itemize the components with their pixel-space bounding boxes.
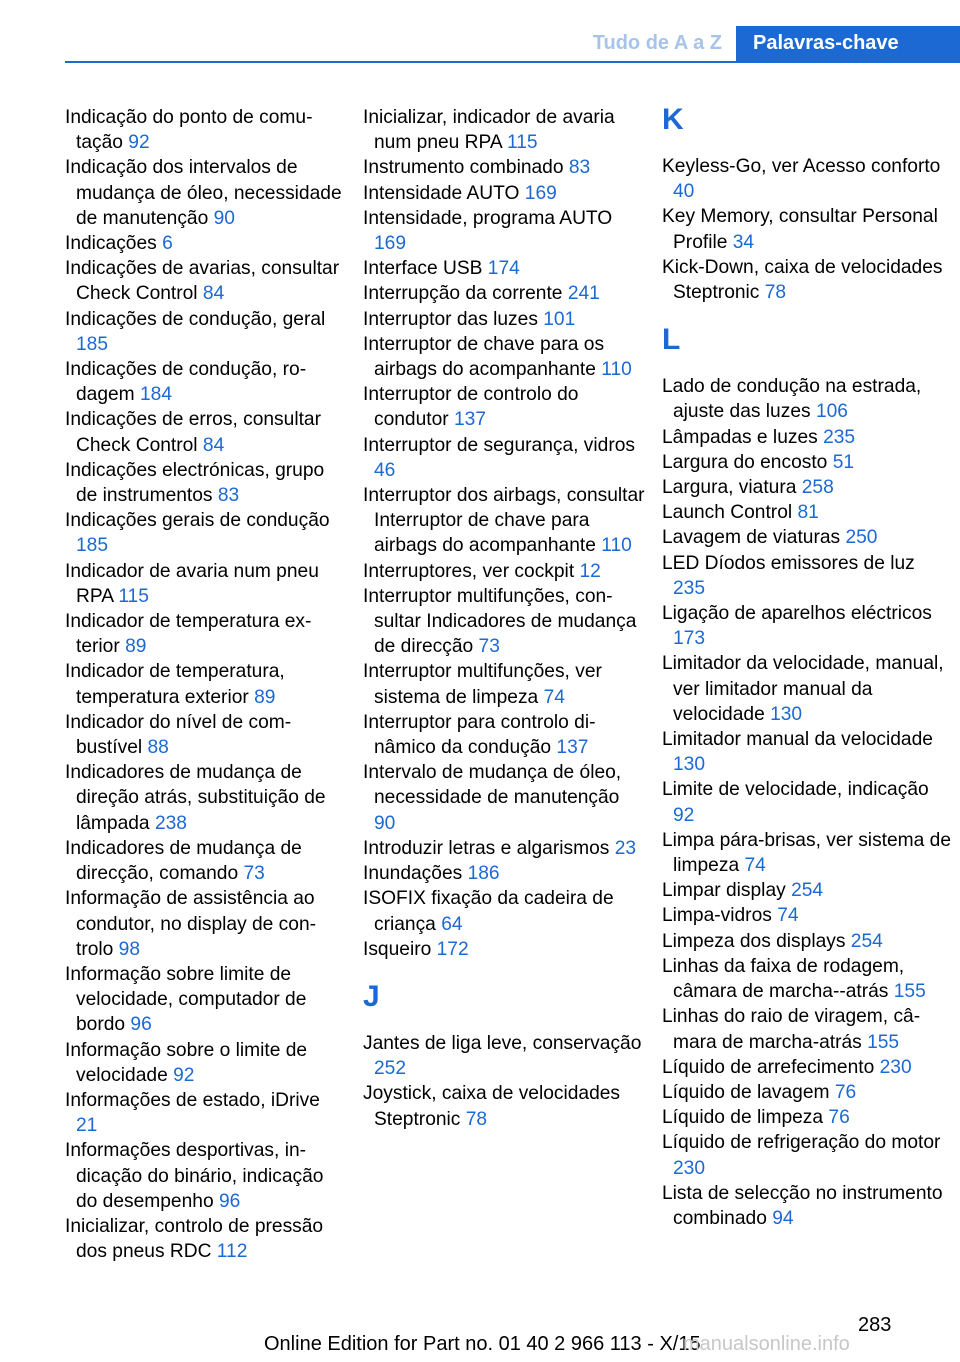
- page-reference-link[interactable]: 110: [601, 535, 632, 557]
- index-column-3: [662, 105, 952, 1231]
- page-reference-link[interactable]: 34: [732, 231, 755, 253]
- page-reference-link[interactable]: 112: [216, 1241, 248, 1263]
- index-entry-text: Largura do encosto: [662, 451, 828, 473]
- page-reference-link[interactable]: 235: [673, 577, 706, 599]
- index-entry: [662, 204, 952, 254]
- page-reference-link[interactable]: 169: [524, 182, 557, 204]
- page-reference-link[interactable]: 101: [543, 308, 576, 330]
- index-entry: [65, 1038, 345, 1088]
- page-reference-link[interactable]: 84: [202, 283, 225, 305]
- page-reference-link[interactable]: 98: [118, 938, 141, 960]
- section-letter: K: [662, 103, 684, 136]
- page-reference-link[interactable]: 74: [744, 855, 766, 877]
- index-entry: [65, 886, 345, 962]
- index-entry: [662, 1130, 952, 1180]
- index-entry-text: Indicador do nível de combustível: [65, 711, 292, 759]
- index-entry-text: Lavagem de viaturas: [662, 527, 841, 549]
- index-entry: [662, 500, 952, 525]
- index-entry: [363, 256, 645, 281]
- index-entry-text: Interruptor dos airbags, consultar Interruptor de chave para airbags do acompanhante: [363, 485, 645, 557]
- index-entry: [65, 609, 345, 659]
- index-entry: [662, 551, 952, 601]
- page-reference-link[interactable]: 130: [770, 703, 803, 725]
- index-entry: [662, 1055, 952, 1080]
- index-entry-text: LED Díodos emissores de luz: [662, 552, 915, 574]
- index-entry-text: Líquido de lavagem: [662, 1081, 830, 1103]
- index-entry: [662, 601, 952, 651]
- index-entry-text: Indicador de temperatura exterior: [65, 611, 312, 658]
- index-entry-text: Instrumento combinado: [363, 157, 564, 179]
- index-entry-text: Líquido de arrefecimento: [662, 1056, 875, 1078]
- index-entry-text: Interruptor de controlo do condutor: [363, 384, 579, 431]
- index-entry-text: Interruptor das luzes: [363, 308, 538, 330]
- index-entry: [662, 903, 952, 928]
- index-entry: [363, 1031, 645, 1081]
- index-entry: [363, 307, 645, 332]
- page-reference-link[interactable]: 94: [772, 1207, 794, 1229]
- page-reference-link[interactable]: 51: [832, 451, 855, 473]
- page-reference-link[interactable]: 88: [147, 737, 169, 759]
- page-reference-link[interactable]: 78: [764, 282, 787, 304]
- page-reference-link[interactable]: 169: [374, 233, 407, 255]
- page-reference-link[interactable]: 254: [791, 880, 824, 902]
- index-entry: [65, 256, 345, 306]
- index-entry: [363, 483, 645, 559]
- index-entry-text: Jantes de liga leve, conservação: [363, 1032, 642, 1054]
- index-entry-text: Joystick, caixa de velocidades Steptronic: [363, 1083, 621, 1130]
- index-entry: [662, 450, 952, 475]
- index-entry: [65, 508, 345, 558]
- index-entry-text: Lâmpadas e luzes: [662, 426, 818, 448]
- index-entry-text: Launch Control: [662, 502, 793, 524]
- index-entry-text: Limpeza dos displays: [662, 930, 846, 952]
- section-tab[interactable]: Tudo de A a Z: [592, 32, 722, 54]
- index-entry-text: Indicações de erros, consultar Check Control: [65, 409, 321, 456]
- index-entry: [662, 828, 952, 878]
- index-entry-text: Linhas da faixa de rodagem, câmara de marcha-‑atrás: [662, 955, 905, 1003]
- index-entry: [65, 836, 345, 886]
- page-reference-link[interactable]: 173: [673, 628, 706, 650]
- page-reference-link[interactable]: 40: [673, 181, 695, 203]
- index-column-1: [65, 105, 345, 1264]
- page-reference-link[interactable]: 115: [506, 132, 538, 154]
- index-entry-text: Indicação do ponto de comutação: [65, 107, 313, 154]
- index-entry-text: Lista de selecção no instrumento combinado: [662, 1182, 943, 1229]
- index-entry-text: Informações de estado, iDrive: [65, 1089, 320, 1111]
- index-entry-text: Linhas do raio de viragem, câmara de marcha-atrás: [662, 1006, 921, 1053]
- index-entry-text: Informações desportivas, indicação do binário, indicação do desempenho: [65, 1140, 324, 1212]
- page-reference-link[interactable]: 172: [436, 938, 469, 960]
- page-reference-link[interactable]: 185: [76, 333, 109, 355]
- index-entry: [65, 760, 345, 836]
- index-entry-text: Líquido de limpeza: [662, 1107, 824, 1129]
- index-entry: [363, 886, 645, 936]
- page-reference-link[interactable]: 92: [173, 1064, 195, 1086]
- index-entry: [662, 1080, 952, 1105]
- page-reference-link[interactable]: 76: [834, 1081, 857, 1103]
- index-entry-text: ISOFIX fixação da cadeira de criança: [363, 888, 614, 935]
- page-reference-link[interactable]: 137: [556, 737, 589, 759]
- index-entry-text: Interface USB: [363, 258, 483, 280]
- index-entry-text: Kick-Down, caixa de velocidades Steptronic: [662, 256, 943, 304]
- index-entry: [363, 382, 645, 432]
- index-entry-text: Interruptor de chave para os airbags do acompanhante: [363, 333, 605, 381]
- page-reference-link[interactable]: 90: [374, 812, 396, 834]
- index-entry-text: Ligação de aparelhos eléctricos: [662, 603, 932, 625]
- index-entry-text: Limite de velocidade, indicação: [662, 779, 929, 801]
- index-entry: [65, 710, 345, 760]
- index-entry: [65, 357, 345, 407]
- index-entry: [363, 937, 645, 962]
- page-reference-link[interactable]: 250: [845, 527, 878, 549]
- page-reference-link[interactable]: 12: [579, 560, 601, 582]
- index-entry: [363, 281, 645, 306]
- index-entry: [662, 651, 952, 727]
- index-entry-text: Limitador manual da velocidade: [662, 729, 933, 751]
- index-entry: [363, 760, 645, 836]
- page-reference-link[interactable]: 73: [478, 636, 500, 658]
- page-reference-link[interactable]: 74: [543, 686, 565, 708]
- page-reference-link[interactable]: 174: [487, 258, 520, 280]
- index-entry-text: Indicações de condução, geral: [65, 308, 326, 330]
- page-reference-link[interactable]: 130: [673, 754, 706, 776]
- index-entry: [65, 231, 345, 256]
- index-entry-text: Informação sobre o limite de velocidade: [65, 1039, 308, 1086]
- index-entry: [662, 255, 952, 305]
- page-reference-link[interactable]: 96: [218, 1190, 241, 1212]
- page-reference-link[interactable]: 74: [777, 905, 799, 927]
- index-entry-text: Introduzir letras e algarismos: [363, 837, 610, 859]
- page-reference-link[interactable]: 84: [202, 434, 225, 456]
- index-entry: [662, 154, 952, 204]
- page-reference-link[interactable]: 238: [154, 812, 187, 834]
- page-reference-link[interactable]: 254: [850, 930, 883, 952]
- index-entry: [662, 954, 952, 1004]
- page-reference-link[interactable]: 230: [879, 1056, 912, 1078]
- page-reference-link[interactable]: 186: [467, 863, 500, 885]
- index-entry: [363, 1081, 645, 1131]
- index-entry: [65, 1214, 345, 1264]
- footer-edition-text: Online Edition for Part no. 01 40 2 966 113 - X/15: [264, 1333, 701, 1355]
- index-entry: [662, 425, 952, 450]
- index-entry-text: Indicador de temperatura, temperatura exterior: [65, 661, 285, 708]
- page-reference-link[interactable]: 83: [568, 157, 591, 179]
- page-reference-link[interactable]: 73: [243, 863, 265, 885]
- page-reference-link[interactable]: 64: [441, 913, 463, 935]
- index-entry-text: Informação sobre limite de velocidade, computador de bordo: [65, 963, 307, 1036]
- index-entry-text: Informação de assistência ao condutor, no display de controlo: [65, 888, 317, 960]
- index-entry: [662, 475, 952, 500]
- index-entry: [363, 861, 645, 886]
- index-entry: [662, 525, 952, 550]
- index-entry-text: Isqueiro: [363, 938, 432, 960]
- index-entry-text: Keyless-Go, ver Acesso conforto: [662, 156, 941, 177]
- index-entry: [65, 307, 345, 357]
- index-entry: [662, 777, 952, 827]
- page-reference-link[interactable]: 115: [118, 585, 149, 607]
- index-entry: [363, 559, 645, 584]
- index-entry: [662, 727, 952, 777]
- page-reference-link[interactable]: 185: [76, 535, 109, 557]
- index-entry-text: Indicação dos intervalos de mudança de óleo, necessidade de manutenção: [65, 157, 342, 229]
- page-reference-link[interactable]: 90: [213, 207, 235, 229]
- page-number: 283: [858, 1314, 892, 1336]
- index-entry-text: Indicações: [65, 233, 157, 255]
- page-reference-link[interactable]: 241: [567, 283, 600, 305]
- page-reference-link[interactable]: 78: [465, 1108, 488, 1130]
- page-reference-link[interactable]: 89: [254, 686, 276, 708]
- page-reference-link[interactable]: 92: [128, 132, 150, 154]
- index-entry-text: Key Memory, consultar Personal Profile: [662, 206, 938, 253]
- page-reference-link[interactable]: 76: [828, 1107, 850, 1129]
- index-entry: [662, 929, 952, 954]
- index-entry-text: Interrupção da corrente: [363, 283, 563, 305]
- page-reference-link[interactable]: 230: [673, 1157, 706, 1179]
- index-entry-text: Limpa-vidros: [662, 905, 772, 927]
- index-entry-text: Interruptor de segurança, vidros: [363, 434, 635, 456]
- index-entry-text: Limpa pára-brisas, ver sistema de limpeza: [662, 829, 951, 877]
- index-entry: [65, 962, 345, 1038]
- page-reference-link[interactable]: 6: [162, 233, 173, 255]
- page-reference-link[interactable]: 106: [815, 401, 848, 423]
- section-letter: J: [363, 979, 380, 1013]
- index-entry: [65, 458, 345, 508]
- footer-watermark: manualsonline.info: [683, 1333, 850, 1355]
- index-entry-text: Largura, viatura: [662, 477, 797, 499]
- index-entry-text: Interruptor multifunções, consultar Indicadores de mudança de direcção: [363, 585, 637, 658]
- index-entry-text: Indicadores de mudança de direção atrás, substituição de lâmpada: [65, 762, 326, 834]
- index-entry: [363, 433, 645, 483]
- index-entry: [662, 374, 952, 424]
- index-entry-text: Indicadores de mudança de direcção, comando: [65, 837, 302, 885]
- index-entry: [363, 710, 645, 760]
- index-entry-text: Inundações: [363, 863, 463, 885]
- index-entry-text: Indicações de avarias, consultar Check Control: [65, 258, 340, 305]
- page-reference-link[interactable]: 81: [797, 502, 819, 524]
- index-entry-text: Limpar display: [662, 880, 786, 902]
- index-entry-text: Indicador de avaria num pneu RPA: [65, 560, 319, 607]
- section-letter: L: [662, 323, 681, 357]
- page-reference-link[interactable]: 83: [217, 485, 240, 507]
- index-entry: [363, 659, 645, 709]
- index-entry-text: Interruptor para controlo dinâmico da condução: [363, 711, 596, 759]
- page-reference-link[interactable]: 23: [614, 837, 637, 859]
- index-entry: [65, 1138, 345, 1214]
- page-reference-link[interactable]: 235: [823, 426, 856, 448]
- index-entry: [363, 584, 645, 660]
- page-reference-link[interactable]: 184: [140, 384, 173, 406]
- index-entry-text: Líquido de refrigeração do motor: [662, 1132, 941, 1154]
- index-entry-text: Indicações electrónicas, grupo de instrumentos: [65, 459, 325, 507]
- index-entry-text: Limitador da velocidade, manual, ver limitador manual da velocidade: [662, 653, 944, 725]
- index-entry: [662, 1181, 952, 1231]
- index-entry-text: Intensidade AUTO: [363, 182, 520, 204]
- index-entry: [662, 1105, 952, 1130]
- index-entry-text: Intervalo de mudança de óleo, necessidade de manutenção: [363, 762, 622, 809]
- index-entry: [363, 181, 645, 206]
- index-entry-text: Indicações gerais de condução: [65, 510, 330, 532]
- index-entry-text: Inicializar, indicador de avaria num pneu RPA: [363, 107, 615, 154]
- page-reference-link[interactable]: 110: [601, 359, 632, 381]
- index-entry-text: Inicializar, controlo de pressão dos pneus RDC: [65, 1215, 324, 1263]
- index-entry: [363, 332, 645, 382]
- page-reference-link[interactable]: 155: [893, 981, 926, 1003]
- index-entry: [65, 155, 345, 231]
- index-entry-text: Intensidade, programa AUTO: [363, 207, 613, 229]
- index-entry: [363, 155, 645, 180]
- index-entry: [65, 407, 345, 457]
- page-reference-link[interactable]: 92: [673, 804, 695, 826]
- index-entry-text: Interruptores, ver cockpit: [363, 560, 575, 582]
- index-entry: [363, 105, 645, 155]
- page-reference-link[interactable]: 89: [125, 636, 147, 658]
- page-reference-link[interactable]: 258: [801, 477, 834, 499]
- index-entry: [363, 206, 645, 256]
- page-reference-link[interactable]: 137: [454, 409, 487, 431]
- index-entry: [65, 1088, 345, 1138]
- index-entry: [662, 878, 952, 903]
- page-reference-link[interactable]: 21: [76, 1115, 98, 1137]
- page-reference-link[interactable]: 46: [374, 459, 396, 481]
- index-entry: [65, 659, 345, 709]
- index-entry: [662, 1004, 952, 1054]
- index-entry-text: Lado de condução na estrada, ajuste das luzes: [662, 376, 922, 423]
- index-entry: [363, 836, 645, 861]
- page-reference-link[interactable]: 252: [374, 1058, 407, 1080]
- index-column-2: [363, 105, 645, 1132]
- index-entry: [65, 559, 345, 609]
- active-tab-keywords[interactable]: Palavras-chave: [736, 26, 960, 62]
- index-entry: [65, 105, 345, 155]
- index-entry-text: Interruptor multifunções, ver sistema de limpeza: [363, 661, 602, 708]
- page-reference-link[interactable]: 155: [867, 1031, 900, 1053]
- index-entry-text: Indicações de condução, rodagem: [65, 359, 307, 406]
- page-reference-link[interactable]: 96: [130, 1014, 152, 1036]
